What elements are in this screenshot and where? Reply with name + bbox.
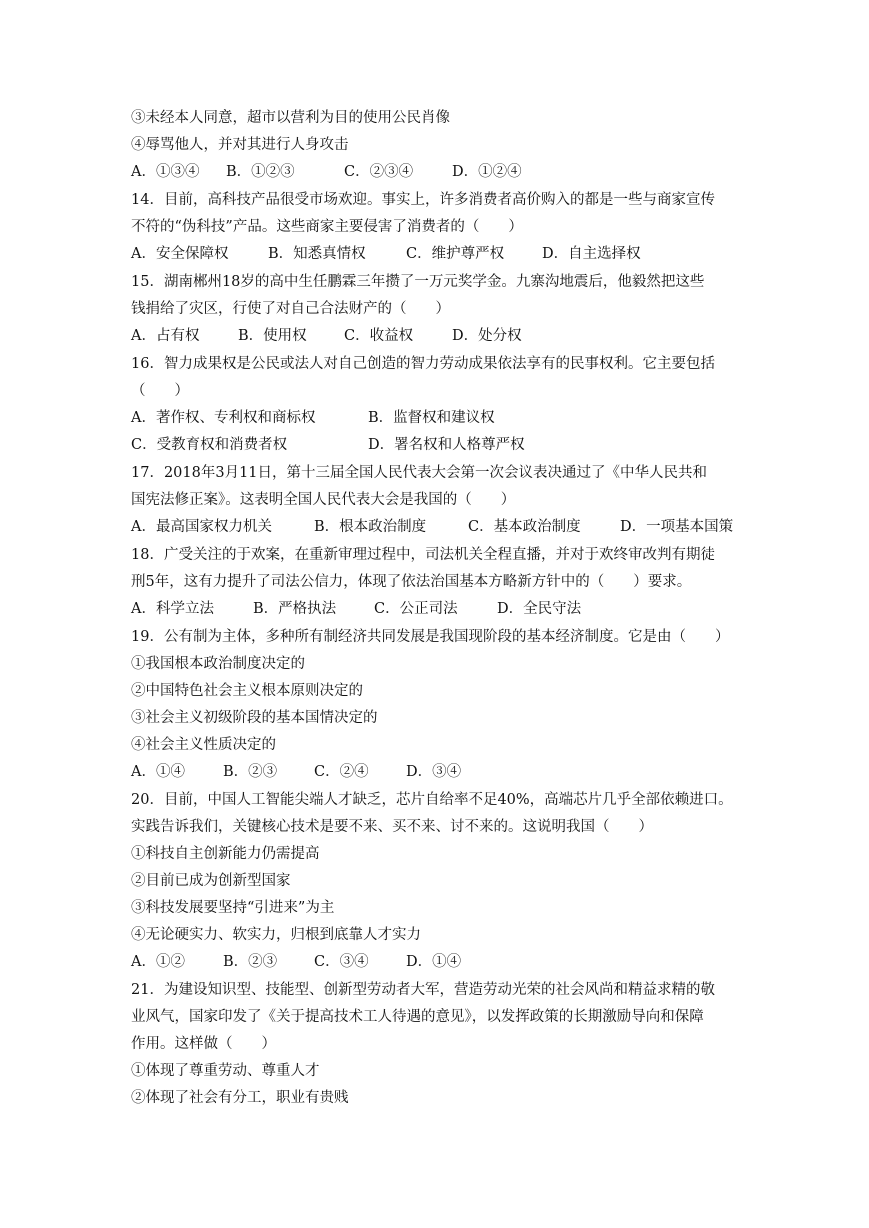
q17-stem-line-2: 国宪法修正案》。这表明全国人民代表大会是我国的（ ） [131,492,516,508]
q20-statement-3: ③科技发展要坚持“引进来”为主 [131,900,335,916]
option-d: D．③④ [406,764,462,780]
q17-stem-line-1: 17．2018年3月11日，第十三届全国人民代表大会第一次会议表决通过了《中华人民共和 [131,465,708,481]
option-a: A．①② [131,954,185,970]
q20-statement-2: ②目前已成为创新型国家 [131,873,291,889]
q20-stem-line-2: 实践告诉我们，关键核心技术是要不来、买不来、讨不来的。这说明我国（ ） [131,819,653,835]
statement-3: ③未经本人同意，超市以营利为目的使用公民肖像 [131,110,450,126]
option-b: B．①②③ [226,164,295,180]
q20-stem-line-1: 20．目前，中国人工智能尖端人才缺乏，芯片自给率不足40%，高端芯片几乎全部依赖进口。 [131,792,733,808]
option-d: D．处分权 [452,328,522,344]
option-d: D．全民守法 [497,601,582,617]
q21-stem-line-1: 21．为建设知识型、技能型、创新型劳动者大军，营造劳动光荣的社会风尚和精益求精的敬 [131,982,715,998]
option-a: A．科学立法 [131,601,214,617]
option-c: C．②③④ [344,164,414,180]
q19-statement-4: ④社会主义性质决定的 [131,737,276,753]
option-b: B．②③ [223,954,278,970]
option-a: A．占有权 [131,328,200,344]
option-d: D．一项基本国策 [620,519,734,535]
q15-stem-line-1: 15．湖南郴州18岁的高中生任鹏霖三年攒了一万元奖学金。九寨沟地震后，他毅然把这些 [131,274,705,290]
option-c: C．受教育权和消费者权 [131,437,288,453]
q21-statement-1: ①体现了尊重劳动、尊重人才 [131,1063,320,1079]
option-b: B．知悉真情权 [268,246,366,262]
statement-4: ④辱骂他人，并对其进行人身攻击 [131,137,349,153]
q16-stem-line-1: 16．智力成果权是公民或法人对自己创造的智力劳动成果依法享有的民事权利。它主要包括 [131,356,715,372]
option-a: A．安全保障权 [131,246,229,262]
q16-stem-line-2: （ ） [131,383,189,399]
option-c: C．基本政治制度 [468,519,581,535]
q21-stem-line-3: 作用。这样做（ ） [131,1036,276,1052]
q19-statement-2: ②中国特色社会主义根本原则决定的 [131,683,363,699]
option-c: C．收益权 [344,328,414,344]
option-d: D．①②④ [452,164,522,180]
option-b: B．监督权和建议权 [368,410,495,426]
option-c: C．③④ [314,954,369,970]
q19-statement-1: ①我国根本政治制度决定的 [131,656,305,672]
q21-statement-2: ②体现了社会有分工，职业有贵贱 [131,1090,349,1106]
option-b: B．严格执法 [253,601,337,617]
option-a: A．①③④ [131,164,200,180]
q18-stem-line-1: 18．广受关注的于欢案，在重新审理过程中，司法机关全程直播，并对于欢终审改判有期徒 [131,547,715,563]
option-d: D．①④ [406,954,462,970]
q20-statement-4: ④无论硬实力、软实力，归根到底靠人才实力 [131,927,421,943]
q21-stem-line-2: 业风气，国家印发了《关于提高技术工人待遇的意见》，以发挥政策的长期激励导向和保障 [131,1009,704,1025]
option-a: A．著作权、专利权和商标权 [131,410,316,426]
q19-stem: 19．公有制为主体，多种所有制经济共同发展是我国现阶段的基本经济制度。它是由（ ） [131,629,730,645]
option-c: C．公正司法 [374,601,458,617]
q14-stem-line-1: 14．目前，高科技产品很受市场欢迎。事实上，许多消费者高价购入的都是一些与商家宣传 [131,192,715,208]
option-a: A．最高国家权力机关 [131,519,272,535]
q20-statement-1: ①科技自主创新能力仍需提高 [131,846,320,862]
q18-stem-line-2: 刑5年，这有力提升了司法公信力，体现了依法治国基本方略新方针中的（ ）要求。 [131,574,692,590]
q19-statement-3: ③社会主义初级阶段的基本国情决定的 [131,710,378,726]
option-b: B．②③ [223,764,278,780]
option-d: D．自主选择权 [542,246,641,262]
option-a: A．①④ [131,764,185,780]
option-d: D．署名权和人格尊严权 [368,437,525,453]
q14-stem-line-2: 不符的“伪科技”产品。这些商家主要侵害了消费者的（ ） [131,219,523,235]
option-b: B．根本政治制度 [314,519,427,535]
option-b: B．使用权 [238,328,307,344]
option-c: C．维护尊严权 [406,246,505,262]
q15-stem-line-2: 钱捐给了灾区，行使了对自己合法财产的（ ） [131,301,450,317]
option-c: C．②④ [314,764,369,780]
